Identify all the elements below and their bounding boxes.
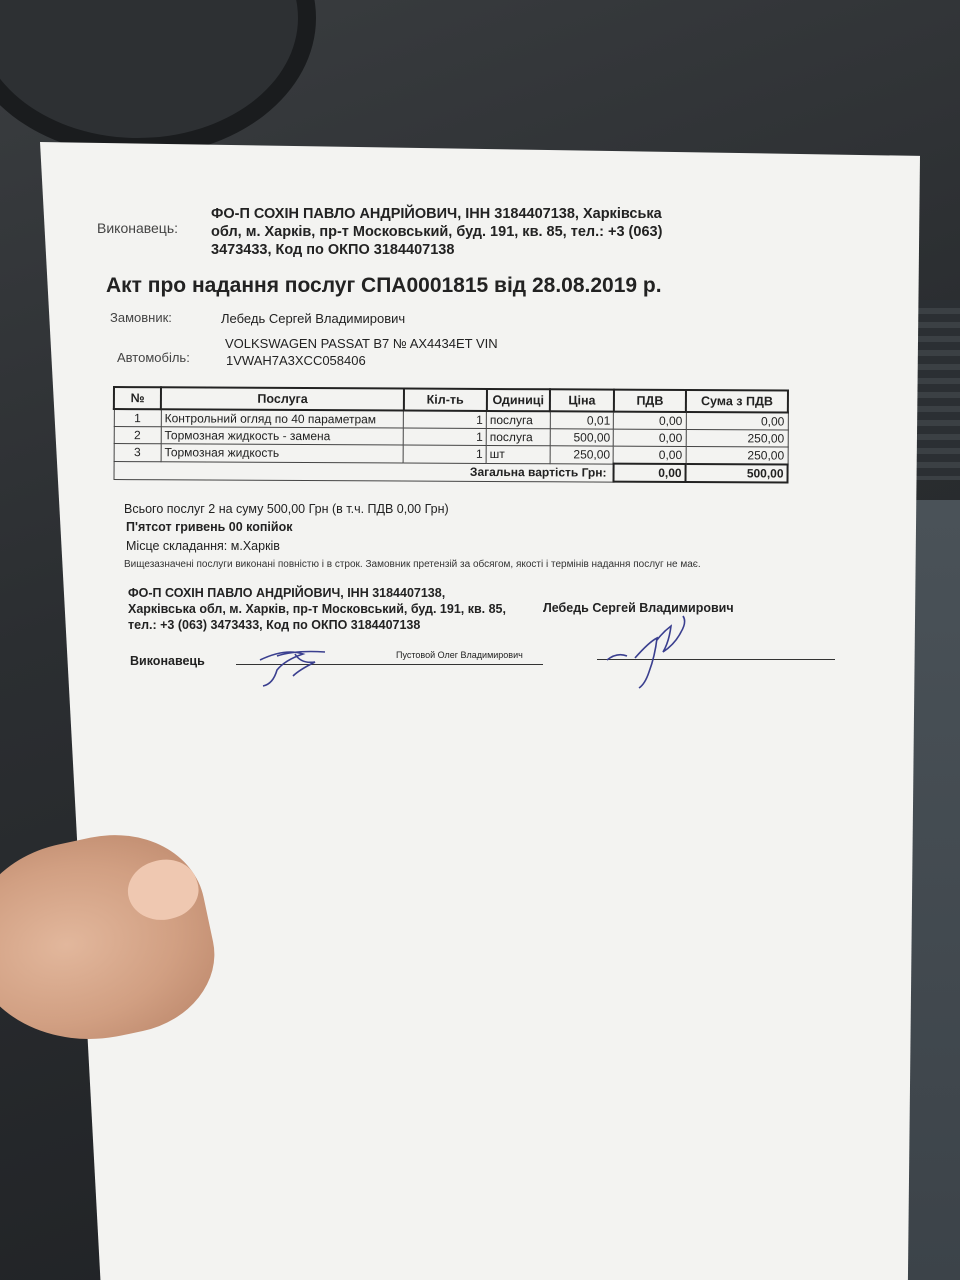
executor-signer-name: Пустовой Олег Владимирович <box>396 650 523 660</box>
total-label: Загальна вартість Грн: <box>114 461 614 482</box>
cell-service: Тормозная жидкость - замена <box>161 427 404 445</box>
cell-quantity: 1 <box>404 445 487 463</box>
col-header-vat: ПДВ <box>614 390 686 412</box>
col-header-price: Ціна <box>550 389 614 411</box>
cell-vat: 0,00 <box>614 429 686 446</box>
cell-quantity: 1 <box>404 411 487 429</box>
sig-executor-line-3: тел.: +3 (063) 3473433, Код по ОКПО 3184407138 <box>128 618 421 632</box>
table-total-row <box>114 461 788 483</box>
cell-sum: 0,00 <box>686 412 788 430</box>
sig-executor-line-1: ФО-П СОХІН ПАВЛО АНДРІЙОВИЧ, ІНН 3184407138, <box>128 586 446 600</box>
total-vat: 0,00 <box>613 464 685 482</box>
amount-in-words: П'ятсот гривень 00 копійок <box>126 520 293 534</box>
summary-total-line: Всього послуг 2 на суму 500,00 Грн (в т.ч. ПДВ 0,00 Грн) <box>124 502 449 516</box>
cell-price: 500,00 <box>550 429 614 446</box>
cell-units: послуга <box>486 411 550 429</box>
car-line-2: 1VWAH7A3XCC058406 <box>226 353 366 368</box>
col-header-service: Послуга <box>161 387 404 410</box>
total-sum: 500,00 <box>686 464 788 483</box>
executor-signature-icon <box>255 640 345 690</box>
cell-units: шт <box>486 445 550 463</box>
cell-price: 250,00 <box>550 446 614 464</box>
executor-line-2: обл, м. Харків, пр-т Московський, буд. 191, кв. 85, тел.: +3 (063) <box>211 224 663 240</box>
car-line-1: VOLKSWAGEN PASSAT B7 № AX4434ET VIN <box>225 336 498 351</box>
col-header-number: № <box>114 387 161 409</box>
cell-quantity: 1 <box>404 428 487 445</box>
cell-sum: 250,00 <box>686 446 788 464</box>
sig-executor-label: Виконавець <box>130 654 205 668</box>
cell-service: Контрольний огляд по 40 параметрам <box>161 409 404 428</box>
customer-name: Лебедь Сергей Владимирович <box>221 311 406 326</box>
car-label: Автомобіль: <box>117 350 190 365</box>
cell-number: 3 <box>114 444 161 462</box>
completion-statement: Вищезазначені послуги виконані повністю і в строк. Замовник претензій за обсягом, якості і термінів надання послуг не має. <box>124 559 701 570</box>
customer-label: Замовник: <box>110 310 172 325</box>
customer-signature-icon <box>605 612 695 692</box>
executor-label: Виконавець: <box>97 220 179 236</box>
executor-line-3: 3473433, Код по ОКПО 3184407138 <box>211 242 455 258</box>
cell-price: 0,01 <box>550 411 614 429</box>
cell-vat: 0,00 <box>614 446 686 464</box>
col-header-units: Одиниці <box>486 389 550 411</box>
sig-executor-line-2: Харківська обл, м. Харків, пр-т Московський, буд. 191, кв. 85, <box>128 602 506 616</box>
sig-customer-name: Лебедь Сергей Владимирович <box>543 601 734 615</box>
place-of-issue: Місце складання: м.Харків <box>126 539 280 553</box>
cell-number: 1 <box>114 409 161 427</box>
cell-vat: 0,00 <box>614 412 686 430</box>
cell-service: Тормозная жидкость <box>161 444 404 463</box>
cell-number: 2 <box>114 427 161 444</box>
act-title: Акт про надання послуг СПА0001815 від 28.08.2019 р. <box>106 274 662 297</box>
col-header-quantity: Кіл-ть <box>404 389 487 411</box>
col-header-sum-with-vat: Сума з ПДВ <box>686 390 788 413</box>
executor-line-1: ФО-П СОХІН ПАВЛО АНДРІЙОВИЧ, ІНН 3184407138, Харківська <box>211 206 662 222</box>
services-table <box>113 386 789 484</box>
cell-units: послуга <box>486 428 550 445</box>
cell-sum: 250,00 <box>686 429 788 447</box>
